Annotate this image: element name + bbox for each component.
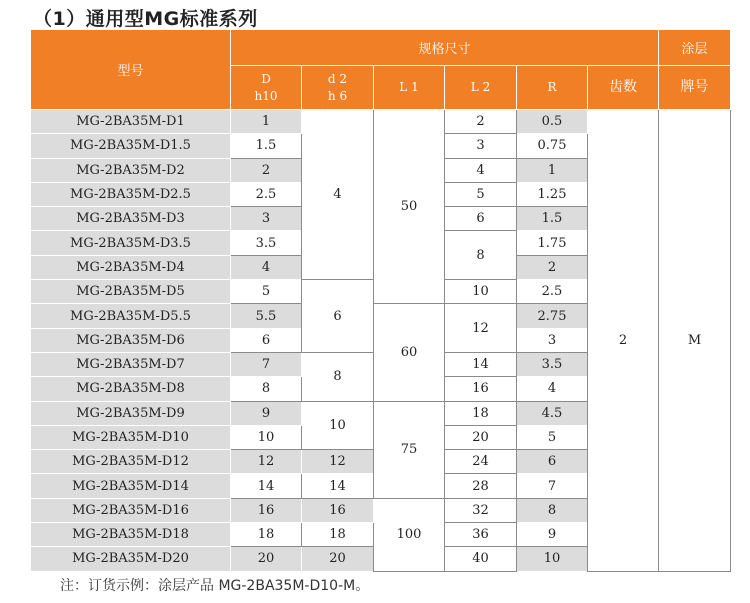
d-cell: 5.5 <box>231 304 302 328</box>
model-cell: MG-2BA35M-D3.5 <box>31 231 231 255</box>
l2-cell: 6 <box>445 207 517 231</box>
model-cell: MG-2BA35M-D8 <box>31 377 231 401</box>
model-cell: MG-2BA35M-D5.5 <box>31 304 231 328</box>
header-d2-label: d 2 h 6 <box>327 71 348 103</box>
l2-cell: 32 <box>445 498 517 522</box>
section-title: （1）通用型MG标准系列 <box>33 8 258 30</box>
l2-cell: 20 <box>445 425 517 449</box>
model-cell: MG-2BA35M-D5 <box>31 280 231 304</box>
model-cell: MG-2BA35M-D9 <box>31 401 231 425</box>
d-cell: 20 <box>231 547 302 571</box>
model-cell: MG-2BA35M-D7 <box>31 352 231 376</box>
model-cell: MG-2BA35M-D6 <box>31 328 231 352</box>
d-cell: 16 <box>231 498 302 522</box>
model-cell: MG-2BA35M-D2.5 <box>31 182 231 206</box>
r-cell: 9 <box>517 523 588 547</box>
d-cell: 7 <box>231 352 302 376</box>
d2-cell: 8 <box>302 352 374 401</box>
header-brand: 牌号 <box>659 66 731 110</box>
d-cell: 2.5 <box>231 182 302 206</box>
d2-cell: 18 <box>302 523 374 547</box>
d-cell: 18 <box>231 523 302 547</box>
d2-cell: 6 <box>302 280 374 353</box>
r-cell: 4 <box>517 377 588 401</box>
model-cell: MG-2BA35M-D1.5 <box>31 134 231 158</box>
r-cell: 3.5 <box>517 352 588 376</box>
header-model: 型号 <box>31 30 231 110</box>
r-cell: 2.5 <box>517 280 588 304</box>
header-l1: L 1 <box>374 66 445 110</box>
d-cell: 4 <box>231 255 302 279</box>
l2-cell: 40 <box>445 547 517 571</box>
d-cell: 6 <box>231 328 302 352</box>
d-cell: 8 <box>231 377 302 401</box>
l2-cell: 2 <box>445 110 517 134</box>
l1-cell: 100 <box>374 498 445 571</box>
l2-cell: 16 <box>445 377 517 401</box>
l2-cell: 5 <box>445 182 517 206</box>
brand-cell: M <box>659 110 731 572</box>
model-cell: MG-2BA35M-D10 <box>31 425 231 449</box>
d-cell: 1 <box>231 110 302 134</box>
header-d-label: D h10 <box>254 71 278 103</box>
d2-cell: 20 <box>302 547 374 571</box>
r-cell: 8 <box>517 498 588 522</box>
r-cell: 5 <box>517 425 588 449</box>
model-cell: MG-2BA35M-D2 <box>31 158 231 182</box>
model-cell: MG-2BA35M-D14 <box>31 474 231 498</box>
l2-cell: 28 <box>445 474 517 498</box>
r-cell: 1.5 <box>517 207 588 231</box>
l1-cell: 50 <box>374 110 445 304</box>
r-cell: 10 <box>517 547 588 571</box>
r-cell: 2 <box>517 255 588 279</box>
l2-cell: 10 <box>445 280 517 304</box>
d2-cell: 12 <box>302 450 374 474</box>
header-coating-group: 涂层 <box>659 30 731 66</box>
d2-cell: 16 <box>302 498 374 522</box>
l1-cell: 75 <box>374 401 445 498</box>
l2-cell: 3 <box>445 134 517 158</box>
d-cell: 10 <box>231 425 302 449</box>
r-cell: 0.5 <box>517 110 588 134</box>
r-cell: 2.75 <box>517 304 588 328</box>
d-cell: 2 <box>231 158 302 182</box>
d-cell: 14 <box>231 474 302 498</box>
model-cell: MG-2BA35M-D3 <box>31 207 231 231</box>
order-note: 注：订货示例：涂层产品 MG-2BA35M-D10-M。 <box>60 578 370 594</box>
header-l2: L 2 <box>445 66 517 110</box>
l2-cell: 12 <box>445 304 517 353</box>
l2-cell: 14 <box>445 352 517 376</box>
d-cell: 5 <box>231 280 302 304</box>
header-r: R <box>517 66 588 110</box>
header-teeth: 齿数 <box>588 66 659 110</box>
model-cell: MG-2BA35M-D1 <box>31 110 231 134</box>
d-cell: 3 <box>231 207 302 231</box>
r-cell: 1.75 <box>517 231 588 255</box>
r-cell: 4.5 <box>517 401 588 425</box>
l2-cell: 18 <box>445 401 517 425</box>
d2-cell: 14 <box>302 474 374 498</box>
header-d2 <box>302 66 374 110</box>
r-cell: 3 <box>517 328 588 352</box>
r-cell: 6 <box>517 450 588 474</box>
teeth-cell: 2 <box>588 110 659 572</box>
model-cell: MG-2BA35M-D12 <box>31 450 231 474</box>
l1-cell: 60 <box>374 304 445 401</box>
header-d <box>231 66 302 110</box>
table-row <box>31 110 731 134</box>
d-cell: 12 <box>231 450 302 474</box>
d-cell: 1.5 <box>231 134 302 158</box>
model-cell: MG-2BA35M-D20 <box>31 547 231 571</box>
l2-cell: 8 <box>445 231 517 280</box>
l2-cell: 24 <box>445 450 517 474</box>
header-spec-group: 规格尺寸 <box>231 30 659 66</box>
d-cell: 9 <box>231 401 302 425</box>
model-cell: MG-2BA35M-D18 <box>31 523 231 547</box>
l2-cell: 4 <box>445 158 517 182</box>
d-cell: 3.5 <box>231 231 302 255</box>
spec-table <box>30 29 731 572</box>
l2-cell: 36 <box>445 523 517 547</box>
r-cell: 7 <box>517 474 588 498</box>
d2-cell: 10 <box>302 401 374 450</box>
table-body <box>31 110 731 572</box>
model-cell: MG-2BA35M-D16 <box>31 498 231 522</box>
r-cell: 1.25 <box>517 182 588 206</box>
d2-cell: 4 <box>302 110 374 280</box>
model-cell: MG-2BA35M-D4 <box>31 255 231 279</box>
r-cell: 1 <box>517 158 588 182</box>
r-cell: 0.75 <box>517 134 588 158</box>
